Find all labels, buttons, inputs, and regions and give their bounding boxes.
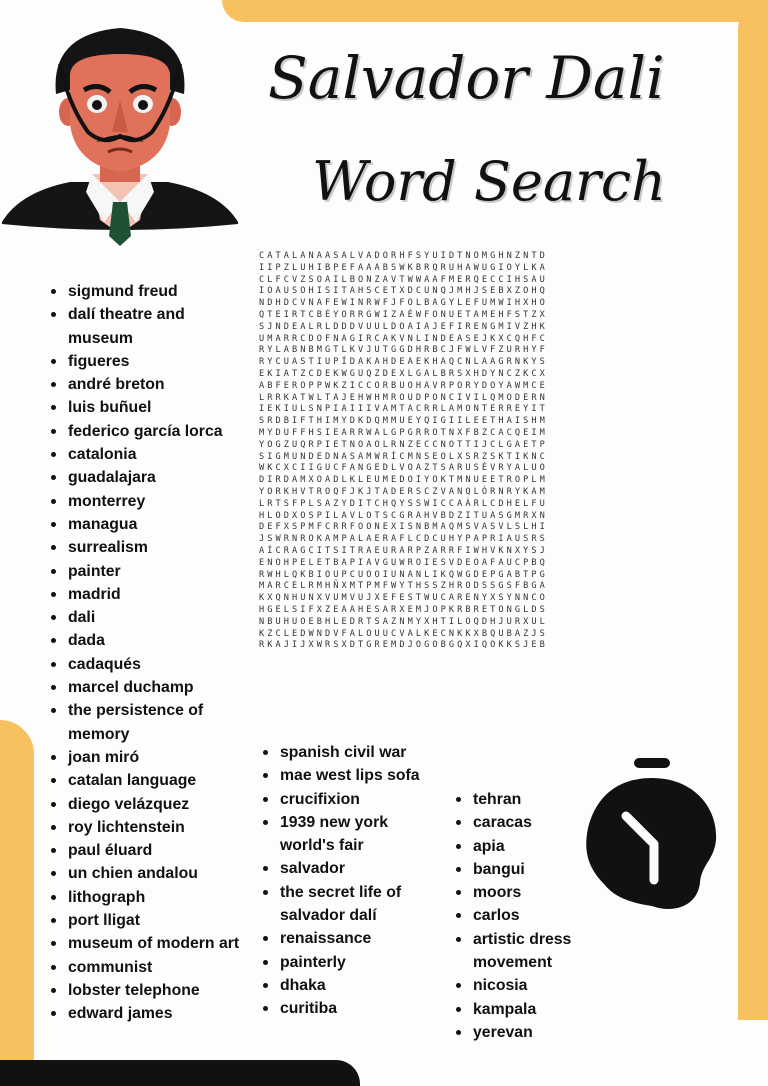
word-list-item: luis buñuel xyxy=(50,396,250,419)
word-list-item: diego velázquez xyxy=(50,793,250,816)
left-accent-bar xyxy=(0,720,34,1060)
word-list-item: painterly xyxy=(262,951,432,974)
page-title: Salvador Dali xyxy=(268,44,665,112)
word-list-item: dalí theatre and museum xyxy=(50,303,250,350)
word-list-item: federico garcía lorca xyxy=(50,420,250,443)
word-list-item: caracas xyxy=(455,811,605,834)
letter-grid xyxy=(259,251,719,652)
grid-row: MARCELRMHÑXMTPMFWYTHSSZHRODSSGSFBGA xyxy=(259,581,548,592)
word-list-item: un chien andalou xyxy=(50,862,250,885)
word-list-item: andré breton xyxy=(50,373,250,396)
word-list-item: lithograph xyxy=(50,886,250,909)
right-accent-bar xyxy=(738,0,768,1020)
word-list-item: dhaka xyxy=(262,974,432,997)
word-list-item: cadaqués xyxy=(50,653,250,676)
grid-row: RYLABNBMGTLKVJUTGGDHRBCJFWLVFZURHYF xyxy=(259,345,548,356)
grid-row: KZCLEDWNDVFALOUUCVALKECNKKXBQUBAZJS xyxy=(259,628,548,639)
word-list-item: paul éluard xyxy=(50,839,250,862)
word-list-item: figueres xyxy=(50,350,250,373)
grid-row: QTEIRTCBÉYORRGWIZAÉWFONUETAMEHFSTZX xyxy=(259,309,548,320)
word-list-item: roy lichtenstein xyxy=(50,816,250,839)
grid-row: CATALANAASALVADORHFSYUIDTNOMGHNZNTD xyxy=(259,251,548,261)
grid-row: UMARRCDOFNAGIRCAKVNLINDEASEJKXCQHFC xyxy=(259,333,548,344)
grid-row: ENOHPELETBAPIAVGUWROIESVDEOAFAUCPBQ xyxy=(259,557,548,568)
grid-row: RKAJIJXWRSXDTGREMDJOGOBGQXIQOKKSJEB xyxy=(259,640,548,651)
grid-row: DIRDAMXOADLKLEUMEDOIYOKTMNUEETROPLM xyxy=(259,475,548,486)
grid-row: SRDBIFTHIMYDKDQMMUEYQIGIILEETHAISHM xyxy=(259,416,548,427)
grid-row: IEKIULSNPIAIIIVAMTACRRLAMONTERREYIT xyxy=(259,404,548,415)
word-list-item: nicosia xyxy=(455,974,605,997)
grid-row: JSWRNROKAMPALAERAFLCDCUHYPAPRIAUSRS xyxy=(259,534,548,545)
word-list-item: managua xyxy=(50,513,250,536)
word-list-item: dada xyxy=(50,629,250,652)
word-list-item: renaissance xyxy=(262,927,432,950)
word-list-item: the secret life of salvador dalí xyxy=(262,881,432,928)
bottom-accent-bar xyxy=(0,1060,360,1086)
grid-row: AÍCRAGCITSITRAEURARPZARRFIWHVKNXYSJ xyxy=(259,545,548,556)
word-list-item: yerevan xyxy=(455,1021,605,1044)
grid-row: YOGZUQRPIETNOAOLRNZECCNOTTIJCLGAETP xyxy=(259,439,548,450)
grid-row: SIGMUNDEDNASAMWRÍCMNSEOLXSRZSKTIKNC xyxy=(259,451,548,462)
grid-row: RWHLQKBIOUPCUOOIUNANLIKQWGDEPGABTPG xyxy=(259,569,548,580)
grid-row: KXQNHUNXVUMVUJXEFESTWUCARENYXSYNNCO xyxy=(259,593,548,604)
grid-row: HLODXOSPILAVLOTSCGRAHVBDZITUASGMRXN xyxy=(259,510,548,521)
grid-row: NDHDCVNAFEWINRWFJFOLBAGYLEFUMWIHXHO xyxy=(259,298,548,309)
word-list-item: artistic dress movement xyxy=(455,928,605,975)
grid-row: CLFCVZSOAILBONZAVTWWAAFMERQECCIHSAU xyxy=(259,274,548,285)
grid-row: EKIATZCDEKWGUQZDEXLGALBRSXHDYNCZKCX xyxy=(259,368,548,379)
word-list-item: painter xyxy=(50,560,250,583)
word-list-item: mae west lips sofa xyxy=(262,764,432,787)
grid-row: LRTSFPLSAZYDITCHQYSSWICCAÀRLCDHELFU xyxy=(259,498,548,509)
word-list-item: catalan language xyxy=(50,769,250,792)
word-list-item: moors xyxy=(455,881,605,904)
word-list-item: bangui xyxy=(455,858,605,881)
word-list-item: crucifixion xyxy=(262,788,432,811)
grid-row: NBUHUOEBHLEDRTSAZNMYXHTILOQDHJURXUL xyxy=(259,616,548,627)
grid-row: ABFEROPPWKZICCORBUOHAVRPORYDOYAWMCE xyxy=(259,380,548,391)
word-list-item: curitiba xyxy=(262,997,432,1020)
grid-row: DEFXSPMFCRRFOONEXISNBMAQMSVASVLSLHI xyxy=(259,522,548,533)
word-list-item: edward james xyxy=(50,1002,250,1025)
top-accent-bar xyxy=(222,0,768,22)
word-list-item: tehran xyxy=(455,788,605,811)
grid-row: IIPZLUHIBPEFAAABSWKBRQRUHAWUGIOYLKA xyxy=(259,262,548,273)
grid-row: MYDUFFHSIEARRWALGPGRROTNXFBZCACQEIM xyxy=(259,427,548,438)
word-list-item: madrid xyxy=(50,583,250,606)
word-list-item: port lligat xyxy=(50,909,250,932)
word-list-item: lobster telephone xyxy=(50,979,250,1002)
word-list-column-2 xyxy=(262,741,432,1021)
word-list-item: museum of modern art xyxy=(50,932,250,955)
word-list-item: guadalajara xyxy=(50,466,250,489)
word-list-item: catalonia xyxy=(50,443,250,466)
dali-portrait-icon xyxy=(0,24,240,254)
word-list-item: monterrey xyxy=(50,490,250,513)
grid-row: LRRKATWLTAJEHWHMROUDPONCIVILQMODERN xyxy=(259,392,548,403)
grid-row: YORKHVTROQFJKJTADERSCZVANQLÓRNRYKAM xyxy=(259,486,548,497)
word-list-item: dali xyxy=(50,606,250,629)
grid-row: IOAUSOHISITAHSCETXDCUNQJMHJSEBXZOHQ xyxy=(259,286,548,297)
page-subtitle: Word Search xyxy=(312,150,666,213)
word-list-item: joan miró xyxy=(50,746,250,769)
grid-row: HGELSIFXZEAAHESARXEMJOPKRBRETONGLDS xyxy=(259,604,548,615)
word-list-item: marcel duchamp xyxy=(50,676,250,699)
word-list-item: spanish civil war xyxy=(262,741,432,764)
word-list-column-1 xyxy=(50,280,250,1026)
word-list-item: sigmund freud xyxy=(50,280,250,303)
word-list-item: salvador xyxy=(262,857,432,880)
word-list-item: surrealism xyxy=(50,536,250,559)
grid-row: WKCXCIIGUCFANGEDLVOAZTSARUSÉVRYALUO xyxy=(259,463,548,474)
word-list-item: carlos xyxy=(455,904,605,927)
grid-row: RYCUASTIUPÍDAKAHDEAEKHAQCNLAAGRNKYS xyxy=(259,357,548,368)
word-list-item: 1939 new york world's fair xyxy=(262,811,432,858)
word-list-item: the persistence of memory xyxy=(50,699,250,746)
word-list-item: communist xyxy=(50,956,250,979)
word-list-item: kampala xyxy=(455,998,605,1021)
word-list-item: apia xyxy=(455,835,605,858)
melting-clock-icon xyxy=(582,756,722,916)
grid-row: SJNDEALRLDDDVUULDOAIAJEFIRENGMIVZHK xyxy=(259,321,548,332)
